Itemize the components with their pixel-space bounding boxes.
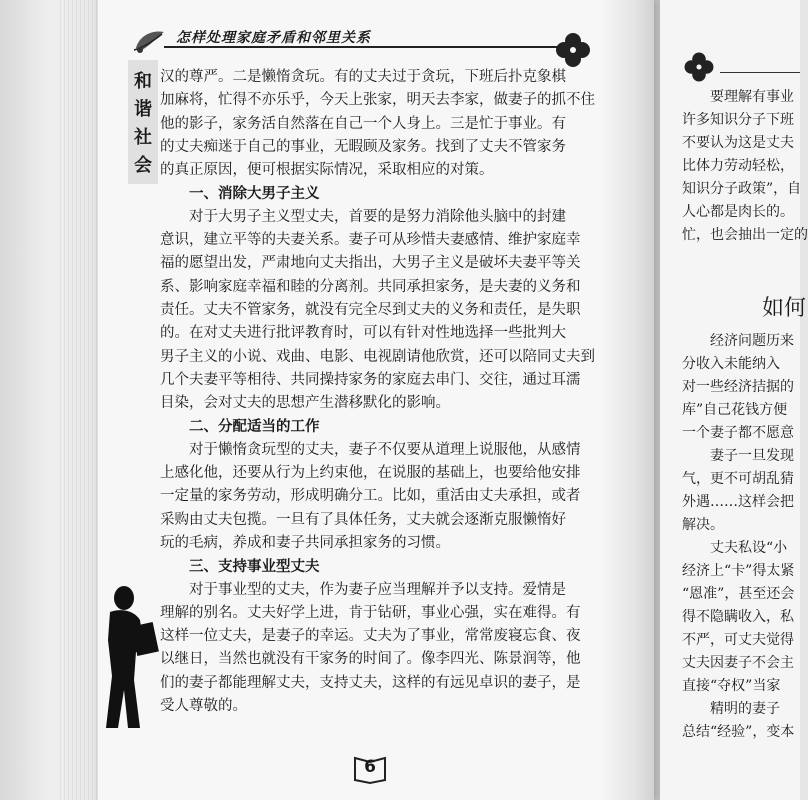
text-line: 们的妻子都能理解丈夫，支持丈夫，这样的有远见卓识的妻子，是 xyxy=(160,674,581,691)
clover-ornament-icon xyxy=(553,30,593,70)
text-line: 经济上“卡”得太紧 xyxy=(682,563,795,579)
side-label-band xyxy=(128,60,158,184)
text-line: 他的影子，家务活自然落在自己一个人身上。三是忙于事业。有 xyxy=(160,115,566,132)
running-header-title: 怎样处理家庭矛盾和邻里关系 xyxy=(176,30,371,46)
text-line: 丈夫因妻子不会主 xyxy=(682,655,794,671)
side-label-char: 会 xyxy=(134,155,152,176)
text-line: 采购由丈夫包揽。一旦有了具体任务，丈夫就会逐渐克服懒惰好 xyxy=(160,511,566,528)
leaf-ornament-icon xyxy=(132,26,166,56)
right-header-rule xyxy=(720,72,800,73)
text-line: 受人尊敬的。 xyxy=(160,698,247,715)
text-line: 对于懒惰贪玩型的丈夫，妻子不仅要从道理上说服他，从感情 xyxy=(189,441,581,458)
text-line: 以继日，当然也就没有干家务的时间了。像李四光、陈景润等，他 xyxy=(160,651,581,668)
header-rule xyxy=(164,46,560,48)
text-line: 目染，会对丈夫的思想产生潜移默化的影响。 xyxy=(160,395,450,412)
text-line: 不严，可丈夫觉得 xyxy=(682,632,794,648)
section-heading: 三、支持事业型丈夫 xyxy=(189,558,320,576)
right-page-section-heading: 如何 xyxy=(762,296,807,321)
text-line: 对于事业型的丈夫，作为妻子应当理解并予以支持。爱情是 xyxy=(189,581,566,598)
text-line: 理解的别名。丈夫好学上进，肯于钻研，事业心强，实在难得。有 xyxy=(160,604,581,621)
text-line: 库”自己花钱方便 xyxy=(682,402,788,418)
text-line: 要理解有事业 xyxy=(710,89,794,105)
section-heading: 二、分配适当的工作 xyxy=(189,418,320,436)
text-line: 对于大男子主义型丈夫，首要的是努力消除他头脑中的封建 xyxy=(189,208,566,225)
text-line: 的真正原因，便可根据实际情况，采取相应的对策。 xyxy=(160,162,494,179)
text-line: 得不隐瞒收入，私 xyxy=(682,609,794,625)
text-line: 丈夫私设“小 xyxy=(710,540,788,556)
book-page-edges xyxy=(0,0,110,800)
text-line: 责任。丈夫不管家务，就没有完全尽到丈夫的义务和责任，是失职 xyxy=(160,301,581,318)
right-page-body-bottom xyxy=(682,330,800,744)
text-line: 意识，建立平等的夫妻关系。妻子可从珍惜夫妻感情、维护家庭幸 xyxy=(160,232,581,249)
text-line: 一定量的家务劳动，形成明确分工。比如，重活由丈夫承担，或者 xyxy=(160,488,581,505)
text-line: 福的愿望出发，严肃地向丈夫指出，大男子主义是破坏夫妻平等关 xyxy=(160,255,581,272)
side-label-char: 和 xyxy=(134,71,152,92)
text-line: 总结“经验”，变本 xyxy=(682,724,795,740)
text-line: 不要认为这是丈夫 xyxy=(682,135,794,151)
text-line: 一个妻子都不愿意 xyxy=(682,425,794,441)
text-line: 气，更不可胡乱猜 xyxy=(682,471,794,487)
book-gutter xyxy=(600,0,660,800)
text-line: 几个夫妻平等相待、共同操持家务的家庭去串门、交往，通过耳濡 xyxy=(160,371,581,388)
side-label-char: 社 xyxy=(134,127,152,148)
text-line: 男子主义的小说、戏曲、电影、电视剧请他欣赏，还可以陪同丈夫到 xyxy=(160,348,595,365)
text-line: 直接“夺权”当家 xyxy=(682,678,781,694)
right-page-body-top xyxy=(682,86,808,247)
reading-person-silhouette xyxy=(100,580,160,730)
text-line: 比体力劳动轻松， xyxy=(682,158,794,174)
text-line: 汉的尊严。二是懒惰贪玩。有的丈夫过于贪玩，下班后扑克象棋 xyxy=(160,69,566,85)
text-line: 妻子一旦发现 xyxy=(710,448,794,464)
text-line: 人心都是肉长的。 xyxy=(682,204,794,220)
text-line: 知识分子政策”，自 xyxy=(682,181,802,197)
text-line: 的丈夫痴迷于自己的事业，无暇顾及家务。找到了丈夫不管家务 xyxy=(160,138,566,155)
section-heading: 一、消除大男子主义 xyxy=(189,185,320,203)
left-page-body xyxy=(160,66,595,718)
page-number: 6 xyxy=(364,757,376,777)
text-line: 许多知识分子下班 xyxy=(682,112,794,128)
text-line: 解决。 xyxy=(682,517,724,533)
text-line: 精明的妻子 xyxy=(710,701,780,717)
text-line: 的。在对丈夫进行批评教育时，可以有针对性地选择一些批判大 xyxy=(160,325,566,342)
clover-ornament-icon xyxy=(682,50,716,84)
text-line: 经济问题历来 xyxy=(710,333,794,349)
text-line: 玩的毛病，养成和妻子共同承担家务的习惯。 xyxy=(160,534,450,551)
text-line: 忙，也会抽出一定的 xyxy=(682,227,808,243)
text-line: 上感化他，还要从行为上约束他，在说服的基础上，也要给他安排 xyxy=(160,465,581,482)
text-line: 外遇……这样会把 xyxy=(682,494,794,510)
text-line: 系、影响家庭幸福和睦的分离剂。共同承担家务，是夫妻的义务和 xyxy=(160,278,581,295)
text-line: 这样一位丈夫，是妻子的幸运。丈夫为了事业，常常废寝忘食、夜 xyxy=(160,628,581,645)
text-line: “恩准”，甚至还会 xyxy=(682,586,795,602)
text-line: 对一些经济拮据的 xyxy=(682,379,794,395)
text-line: 加麻将，忙得不亦乐乎，今天上张家，明天去李家，做妻子的抓不住 xyxy=(160,92,595,109)
side-label-char: 谐 xyxy=(134,99,152,120)
text-line: 分收入未能纳入 xyxy=(682,356,780,372)
